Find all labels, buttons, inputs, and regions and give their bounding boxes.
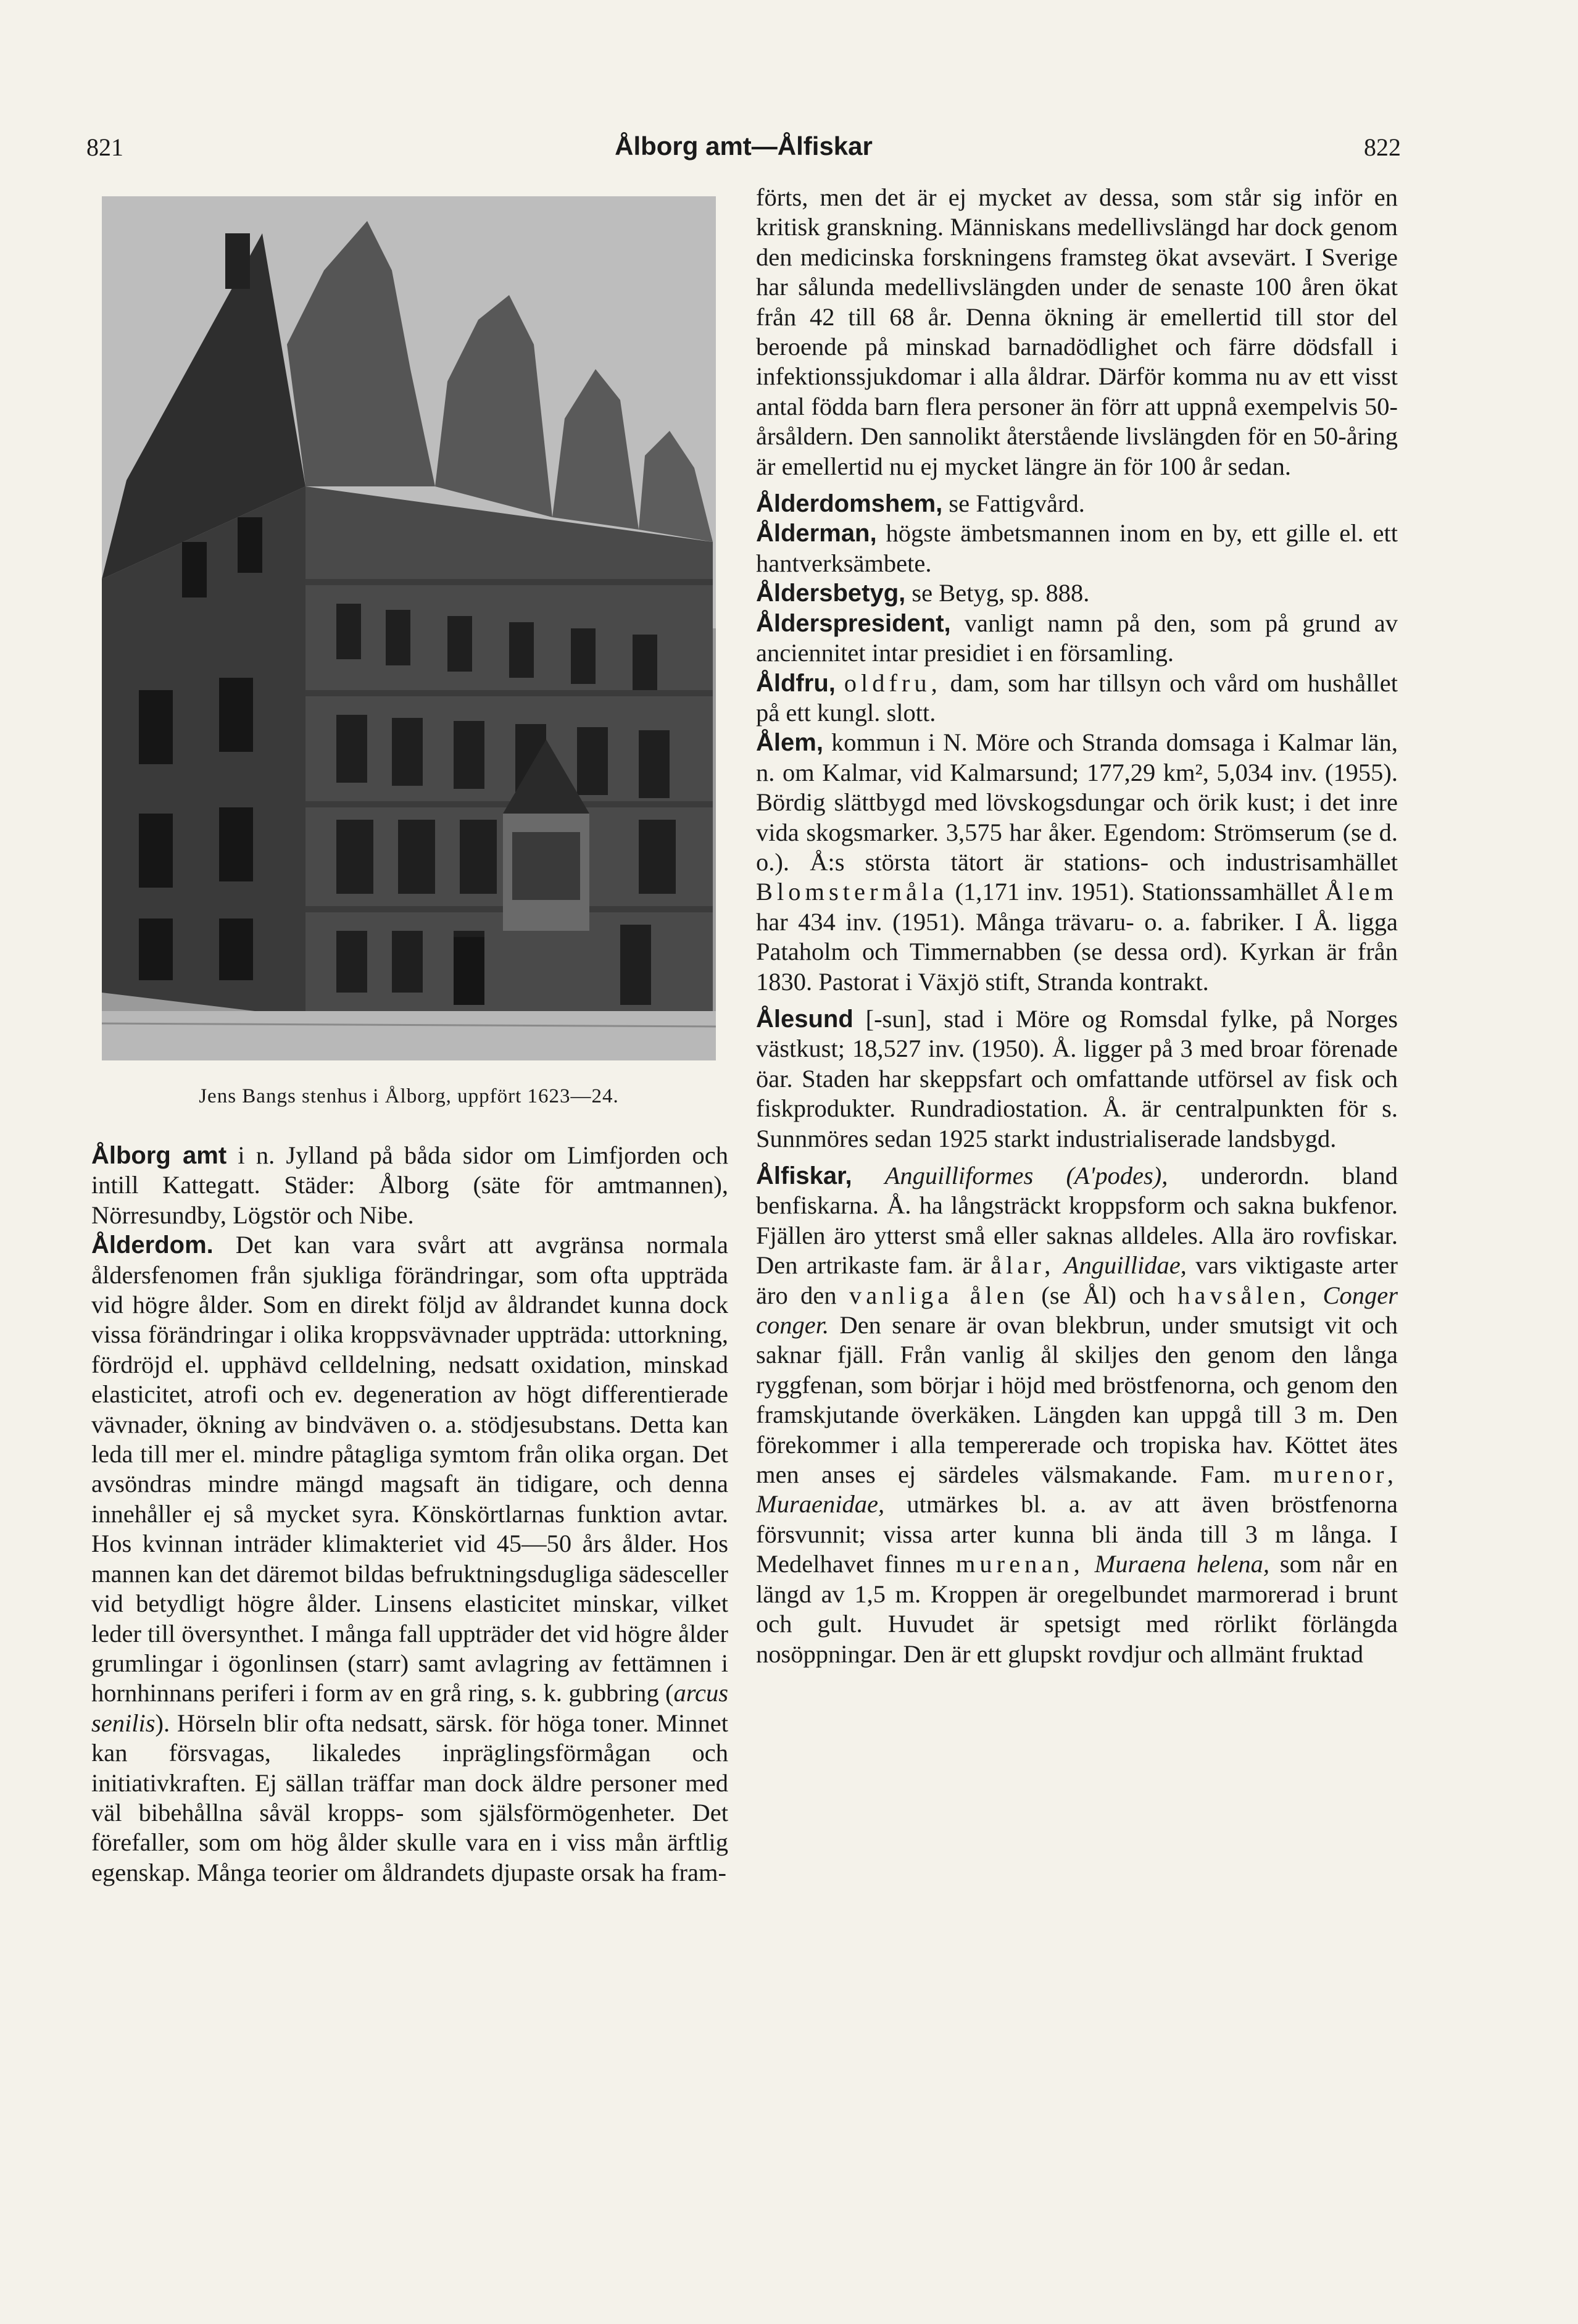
latin-term: arcus senilis <box>91 1679 728 1737</box>
headword: Ålborg amt <box>91 1142 227 1169</box>
page-header <box>86 127 1401 170</box>
entry-alborg-amt: Ålborg amt i n. Jylland på båda sidor om Limfjorden och intill Kattegatt. Städer: Ålborg (säte för amtmannen), Nörresundby, Lögstör och Nibe. <box>91 1141 728 1229</box>
headword: Ålem, <box>756 729 823 757</box>
page-number-left: 821 <box>86 133 123 161</box>
right-column <box>756 183 1398 1669</box>
entry-alderspresident: Ålderspresident, vanligt namn på den, som på grund av anciennitet intar presidiet i en församling. <box>756 609 1398 667</box>
headword: Åldersbetyg, <box>756 580 906 607</box>
entry-aldersbetyg: Åldersbetyg, se Betyg, sp. 888. <box>756 579 1090 607</box>
entry-alderdom-continued: förts, men det är ej mycket av dessa, som står sig inför en kritisk granskning. Människans medellivslängd har dock genom den medicinska forskningens framsteg ökat avsevärt. I Sverige har sålunda medellivslängden under de senaste 100 åren ökat från 42 till 68 år. Denna ökning är emellertid till stor del beroende på minskad barnadödlighet och färre dödsfall i infektionssjukdomar i alla åldrar. Därför komma nu av ett visst antal födda barn flera personer än förr att uppnå exempelvis 50-årsåldern. Den sannolikt återstående livslängden för en 50-åring är emellertid nu ej mycket längre än för 100 år sedan. <box>756 183 1398 480</box>
entry-alfiskar: Ålfiskar, Anguilliformes (A'podes), underordn. bland benfiskarna. Å. ha långsträckt kroppsform och sakna bukfenor. Fjällen äro ytterst små eller saknas alldeles. Alla äro rovfiskar. Den artrikaste fam. är ålar, Anguillidae, vars viktigaste arter äro den vanliga ålen (se Ål) och havsålen, Conger conger. Den senare är ovan blekbrun, under smutsigt vit och saknar fjäll. Från vanlig ål skiljes den genom den långa ryggfenan, som börjar i höjd med bröstfenorna, och genom den framskjutande överkäken. Längden kan uppgå till 3 m. Den förekommer i alla tempererade och tropiska hav. Köttet ätes men anses ej särdeles välsmakande. Fam. murenor, Muraenidae, utmärkes bl. a. av att även bröstfenorna försvunnit; vissa arter kunna bli ända till 3 m långa. I Medelhavet finnes murenan, Muraena helena, som når en längd av 1,5 m. Kroppen är oregelbundet marmorerad i brunt och gult. Huvudet är spetsigt med rörlikt förlängda nosöppningar. Den är ett glupskt rovdjur och allmänt fruktad <box>756 1162 1398 1668</box>
running-title: Ålborg amt—Ålfiskar <box>615 131 873 160</box>
page-number-right: 822 <box>1364 133 1401 161</box>
entry-alesund: Ålesund [-sun], stad i Möre og Romsdal fylke, på Norges västkust; 18,527 inv. (1950). Å. ligger på 3 med broar förenade öar. Staden har skeppsfart och omfattande utförsel av fisk och fiskprodukter. Rundradiostation. Å. är centralpunkten för s. Sunnmöres sedan 1925 starkt industrialiserade landsbygd. <box>756 1004 1398 1152</box>
headword: Ålesund <box>756 1005 853 1033</box>
entry-aldfru: Åldfru, oldfru, dam, som har tillsyn och vård om hushållet på ett kungl. slott. <box>756 668 1398 727</box>
entry-alderdomshem: Ålderdomshem, se Fattigvård. <box>756 489 1085 518</box>
headword: Åldfru, <box>756 669 836 697</box>
headword: Ålderspresident, <box>756 609 951 637</box>
figure-caption: Jens Bangs stenhus i Ålborg, uppfört 1623—24. <box>199 1085 619 1107</box>
headword: Ålderdomshem, <box>756 490 943 518</box>
entry-alderman: Ålderman, högste ämbetsmannen inom en by, ett gille el. ett hantverksämbete. <box>756 519 1398 577</box>
entry-alem: Ålem, kommun i N. Möre och Stranda domsaga i Kalmar län, n. om Kalmar, vid Kalmarsund; 177,29 km², 5,034 inv. (1955). Bördig slättbygd med lövskogsdungar och örik kust; i det inre vida skogsmarker. 3,575 har åker. Egendom: Strömserum (se d. o.). Å:s största tätort är stations- och industrisamhället Blomstermåla (1,171 inv. 1951). Stationssamhället Ålem har 434 inv. (1951). Många trävaru- o. a. fabriker. I Å. ligga Pataholm och Timmernabben (se dessa ord). Kyrkan är från 1830. Pastorat i Växjö stift, Stranda kontrakt. <box>756 728 1398 996</box>
left-column <box>91 1141 728 1888</box>
building-photo <box>102 196 716 1060</box>
entry-alderdom: Ålderdom. Det kan vara svårt att avgränsa normala åldersfenomen från sjukliga förändringar, som ofta uppträda vid högre ålder. Som en direkt följd av åldrandet kunna dock vissa förändringar i olika kroppsvävnader uppträda: uttorkning, fördröjd el. upphävd celldelning, nedsatt oxidation, minskad elasticitet, atrofi och ev. degeneration av högt differentierade vävnader, ökning av bindväven o. a. stödjesubstans. Detta kan leda till mer el. mindre påtagliga symtom från olika organ. Det avsöndras mindre mängd magsaft än tidigare, och denna innehåller ej så mycket syra. Könskörtlarnas funktion avtar. Hos kvinnan inträder klimakteriet vid 45—50 års ålder. Hos mannen kan det däremot bildas befruktningsdugliga sädesceller vid betydligt högre ålder. Linsens elasticitet minskar, vilket leder till översynthet. I många fall uppträder det vid högre ålder grumlingar i ögonlinsen (starr) samt avlagring av fettämnen i hornhinnans periferi i form av en grå ring, s. k. gubbring (arcus senilis). Hörseln blir ofta nedsatt, särsk. för höga toner. Minnet kan försvagas, likaledes inpräglingsförmågan och initiativkraften. Ej sällan träffar man dock äldre personer med väl bibehållna såväl kropps- som själsförmögenheter. Det förefaller, som om hög ålder skulle vara en i viss mån ärftlig egenskap. Många teorier om åldrandets djupaste orsak ha fram- <box>91 1231 729 1886</box>
headword: Ålderdom. <box>91 1231 214 1259</box>
headword: Ålfiskar, <box>756 1162 852 1189</box>
headword: Ålderman, <box>756 520 877 548</box>
